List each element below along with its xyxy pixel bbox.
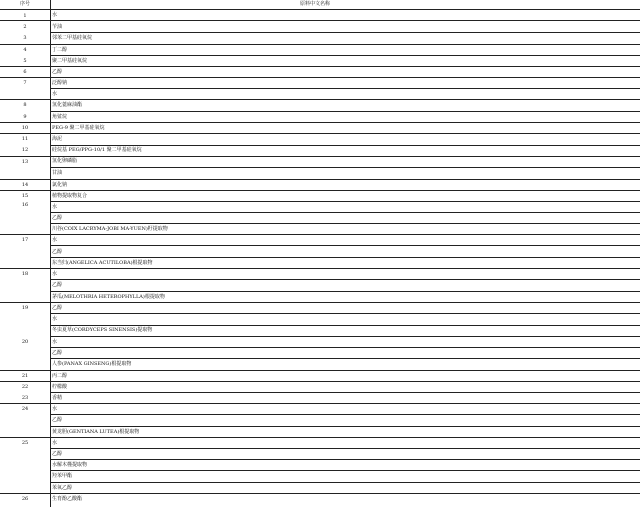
subrow-rule xyxy=(50,347,640,348)
subrow-rule xyxy=(50,313,640,314)
ingredient-name: 苯氧乙醇 xyxy=(52,485,73,491)
row-number: 19 xyxy=(21,305,29,311)
ingredient-name: 硅烷基 PEG/PPG-10/1 聚二甲基硅氧烷 xyxy=(52,147,142,153)
ingredient-name: 香精 xyxy=(52,395,63,401)
ingredient-name: 丁二醇 xyxy=(52,47,68,53)
row-number: 4 xyxy=(23,47,27,53)
ingredient-name: 水 xyxy=(52,12,58,18)
row-rule xyxy=(0,370,640,371)
subrow-rule xyxy=(50,257,640,258)
row-number: 18 xyxy=(21,271,29,277)
ingredient-name: 氯化钠 xyxy=(52,182,68,188)
row-number: 15 xyxy=(21,193,29,199)
ingredient-name: 黄龙胆(GENTIANA LUTEA)根提取物 xyxy=(52,429,140,435)
row-rule xyxy=(0,122,640,123)
subrow-rule xyxy=(50,55,640,56)
row-number: 16 xyxy=(21,202,29,208)
subrow-rule xyxy=(50,448,640,449)
subrow-rule xyxy=(50,336,640,337)
ingredient-name: 乙醇 xyxy=(52,69,63,75)
ingredient-name: 乙醇 xyxy=(52,282,63,288)
ingredient-name: 水 xyxy=(52,204,58,210)
row-number: 21 xyxy=(21,373,29,379)
subrow-rule xyxy=(50,32,640,33)
row-rule xyxy=(0,156,640,157)
ingredient-name: 生育酚乙酸酯 xyxy=(52,496,83,502)
subrow-rule xyxy=(50,358,640,359)
ingredient-name: 植物提取物复合 xyxy=(52,193,88,199)
ingredient-name: 乙醇 xyxy=(52,350,63,356)
row-number: 24 xyxy=(21,406,29,412)
row-number: 2 xyxy=(23,24,27,30)
row-rule xyxy=(0,403,640,404)
ingredient-name: 柠檬酸 xyxy=(52,384,68,390)
row-number: 23 xyxy=(21,395,29,401)
row-number: 10 xyxy=(21,125,29,131)
subrow-rule xyxy=(50,145,640,146)
subrow-rule xyxy=(50,325,640,326)
ingredient-name: 水 xyxy=(52,440,58,446)
subrow-rule xyxy=(50,482,640,483)
row-number: 11 xyxy=(21,136,29,142)
subrow-rule xyxy=(50,167,640,168)
ingredient-name: 乙醇 xyxy=(52,215,63,221)
row-number: 17 xyxy=(21,237,29,243)
row-number: 9 xyxy=(23,114,27,120)
row-number: 12 xyxy=(21,147,29,153)
subrow-rule xyxy=(50,392,640,393)
header-name: 原料中文名称 xyxy=(300,1,331,7)
subrow-rule xyxy=(50,414,640,415)
ingredient-name: 氢化卵磷脂 xyxy=(52,158,78,164)
ingredient-name: 海泥 xyxy=(52,136,63,142)
ingredient-name: 人参(PANAX GINSENG)根提取物 xyxy=(52,361,132,367)
ingredient-name: 聚二甲基硅氧烷 xyxy=(52,58,88,64)
row-rule xyxy=(0,179,640,180)
row-rule xyxy=(0,77,640,78)
row-rule xyxy=(0,20,640,21)
subrow-rule xyxy=(50,223,640,224)
row-number: 1 xyxy=(23,13,27,19)
row-number: 25 xyxy=(21,440,29,446)
ingredient-name: 泛醇钠 xyxy=(52,80,68,86)
ingredient-name: 苄油 xyxy=(52,24,63,30)
row-rule xyxy=(0,437,640,438)
ingredient-name: 乙醇 xyxy=(52,451,63,457)
row-rule xyxy=(0,66,640,67)
ingredient-name: 茅瓜(MELOTHRIA HETEROPHYLLA)根提取物 xyxy=(52,294,165,300)
ingredient-name: 羟苯甲酯 xyxy=(52,473,73,479)
ingredient-name: 冬虫夏草(CORDYCEPS SINENSIS)提取物 xyxy=(52,327,153,333)
subrow-rule xyxy=(50,201,640,202)
subrow-rule xyxy=(50,88,640,89)
row-rule xyxy=(0,381,640,382)
subrow-rule xyxy=(50,426,640,427)
row-rule xyxy=(0,133,640,134)
ingredient-name: 乙醇 xyxy=(52,417,63,423)
row-number: 5 xyxy=(23,58,27,64)
ingredient-name: 川谷(COIX LACRYMA-JOBI MA-YUEN)籽提取物 xyxy=(52,226,168,232)
row-rule xyxy=(0,268,640,269)
ingredient-name: 水 xyxy=(52,316,58,322)
row-rule xyxy=(0,44,640,45)
subrow-rule xyxy=(50,470,640,471)
ingredient-name: 水 xyxy=(52,91,58,97)
row-number: 3 xyxy=(23,35,27,41)
ingredient-name: 水 xyxy=(52,339,58,345)
subrow-rule xyxy=(50,279,640,280)
row-number: 6 xyxy=(23,69,27,75)
ingredient-name: 东当归(ANGELICA ACUTILOBA)根提取物 xyxy=(52,260,153,266)
row-number: 22 xyxy=(21,384,29,390)
ingredient-name: 邻苯二甲基硅氧烷 xyxy=(52,35,93,41)
ingredient-name: 乙醇 xyxy=(52,305,63,311)
row-number: 7 xyxy=(23,80,27,86)
row-number: 20 xyxy=(21,339,29,345)
subrow-rule xyxy=(50,459,640,460)
row-number: 13 xyxy=(21,159,29,165)
ingredient-name: 水 xyxy=(52,271,58,277)
row-rule xyxy=(0,190,640,191)
subrow-rule xyxy=(50,245,640,246)
ingredient-name: 水 xyxy=(52,237,58,243)
ingredient-name: 乙醇 xyxy=(52,249,63,255)
header-seq: 序号 xyxy=(19,1,30,7)
header-rule xyxy=(0,9,640,10)
ingredient-name: 水解木槿提取物 xyxy=(52,462,88,468)
ingredient-name: PEG-9 聚二甲基硅氧烷 xyxy=(52,125,105,131)
ingredient-name: 甘油 xyxy=(52,170,63,176)
subrow-rule xyxy=(50,111,640,112)
ingredient-name: 水 xyxy=(52,406,58,412)
row-number: 14 xyxy=(21,182,29,188)
subrow-rule xyxy=(50,212,640,213)
row-rule xyxy=(0,234,640,235)
ingredient-name: 丙二醇 xyxy=(52,373,68,379)
row-rule xyxy=(0,302,640,303)
ingredient-name: 氢化蓖麻油酯 xyxy=(52,102,83,108)
row-number: 8 xyxy=(23,102,27,108)
row-number: 26 xyxy=(21,496,29,502)
subrow-rule xyxy=(50,291,640,292)
ingredient-name: 角鲨烷 xyxy=(52,114,68,120)
row-rule xyxy=(0,493,640,494)
row-rule xyxy=(0,99,640,100)
